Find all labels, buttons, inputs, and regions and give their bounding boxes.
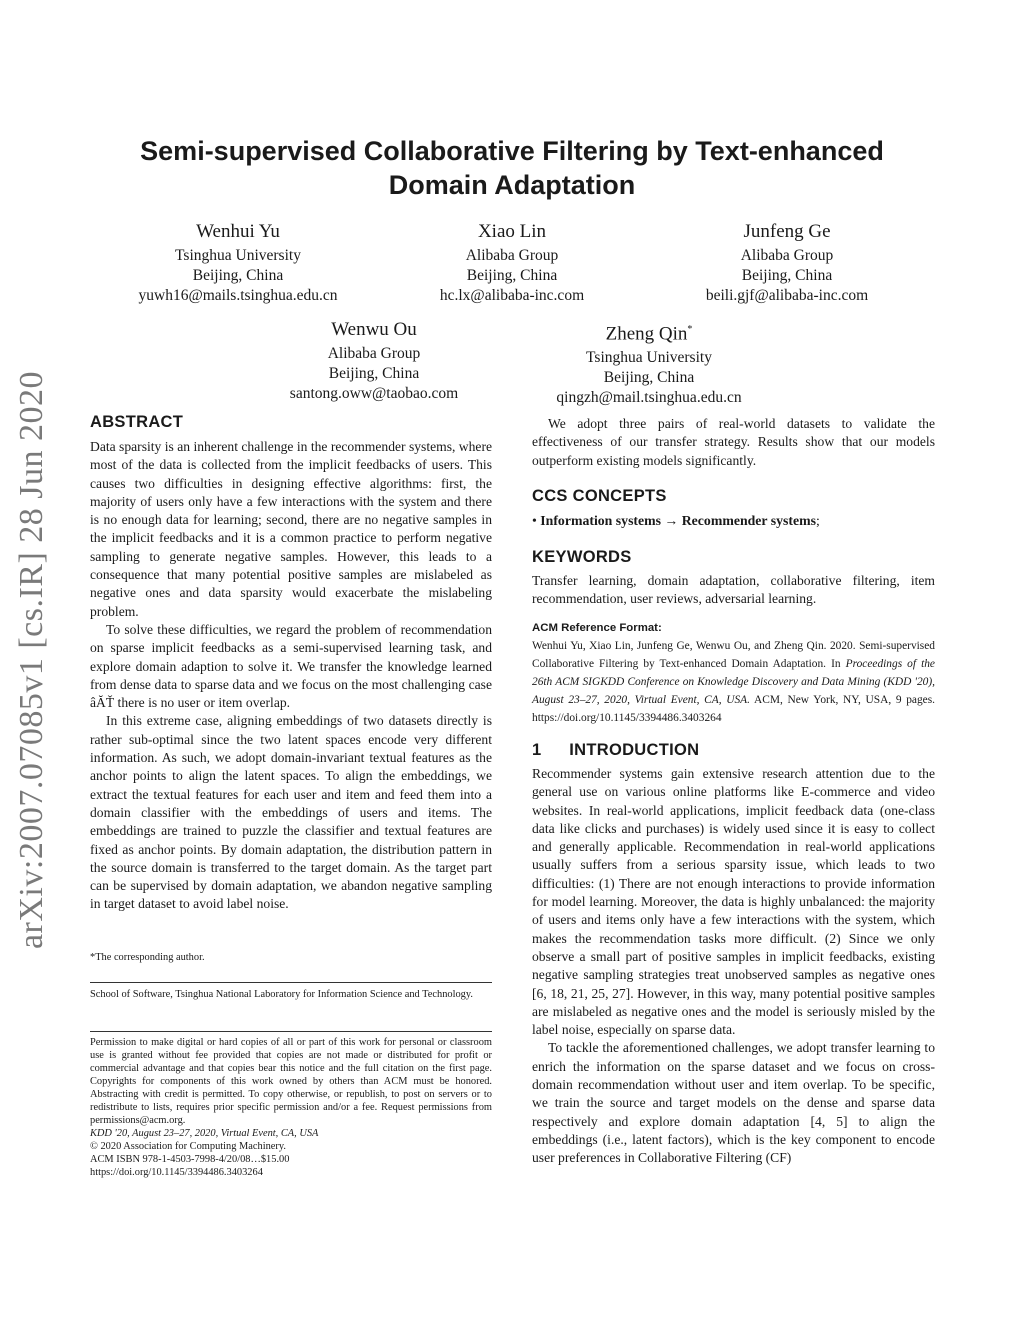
arrow-icon: → [664,513,679,528]
permission-block [90,1036,492,1179]
intro-paragraph: To tackle the aforementioned challenges, we adopt transfer learning to enrich the information on the sparse dataset and we focus on cross-domain recommendation without user and item overlap. To be specific, we train the source and target models on the dense and sparse data respectively and explore domain adaptation [4, 5] to align the embeddings (i.e., latent factors), which is the key component to encode user preferences in Collaborative Filtering (CF) [532,1040,935,1166]
abstract-paragraph: To solve these difficulties, we regard the problem of recommendation on sparse implicit feedbacks as a semi-supervised learning task, and explore domain adaption to solve it. We transfer the knowledge learned from dense data to sparse data and we focus on the most challenging case âĂŤ there is no user or item overlap. [90,621,492,711]
venue-line: KDD '20, August 23–27, 2020, Virtual Event, CA, USA [90,1128,319,1139]
corresponding-footnote: *The corresponding author. [90,952,205,963]
isbn-line: ACM ISBN 978-1-4503-7998-4/20/08…$15.00 [90,1154,290,1165]
bullet: • [532,513,537,528]
ccs-item: Information systems [540,513,662,528]
paper-title: Semi-supervised Collaborative Filtering by Text-enhanced Domain Adaptation [140,136,884,200]
abstract-paragraph: Data sparsity is an inherent challenge in the recommender systems, where most of the data is collected from the implicit feedbacks of users. This causes two difficulties in designing effective algorithms: first, the majority of users only have a few interactions with the system and there is no enough data for learning; second, there are no negative samples in the implicit feedbacks and it is a common practice to perform negative sampling to generate negative samples. However, this leads to a consequence that many potential positive samples are mislabeled as negative ones and data sparsity would exacerbate the mislabeling problem. [90,439,493,619]
acm-reference: ACM Reference Format: Wenhui Yu, Xiao Lin, Junfeng Ge, Wenwu Ou, and Zheng Qin. 2020. Semi-supervised Collaborative Filtering by Text-enhanced Domain Adaptation. In Proceedings of the 26th ACM SIGKDD Conference on Knowledge Discovery and Data Mining (KDD '20), August 23–27, 2020, Virtual Event, CA, USA. ACM, New York, NY, USA, 9 pages. https://doi.org/10.1145/3394486.3403264 [532,619,935,727]
author-block: Wenhui Yu Tsinghua University Beijing, China yuwh16@mails.tsinghua.edu.cn [138,221,338,304]
section-number: 1 [532,741,542,759]
author-block: Zheng Qin* Tsinghua University Beijing, China qingzh@mail.tsinghua.edu.cn [556,323,742,407]
affiliation-footnote: School of Software, Tsinghua National Laboratory for Information Science and Technology. [90,989,473,1000]
doi-link[interactable]: https://doi.org/10.1145/3394486.3403264 [90,1167,263,1178]
introduction-heading: 1 INTRODUCTION [532,741,700,759]
ccs-heading: CCS CONCEPTS [532,487,667,505]
permission-text: Permission to make digital or hard copies of all or part of this work for personal or classroom use is granted without fee provided that copies are not made or distributed for profit or commercial advantage and that copies bear this notice and the full citation on the first page. Copyrights for components of this work owned by others than ACM must be honored. Abstracting with credit is permitted. To copy otherwise, or republish, to post on servers or to redistribute to lists, requires prior specific permission and/or a fee. Request permissions from permissions@acm.org. [90,1037,492,1126]
arxiv-watermark: arXiv:2007.07085v1 [cs.IR] 28 Jun 2020 [13,370,50,950]
abstract-continued [532,415,935,470]
author-block: Junfeng Ge Alibaba Group Beijing, China beili.gjf@alibaba-inc.com [705,221,869,304]
ccs-item: Recommender systems [681,513,816,528]
abstract-paragraph: We adopt three pairs of real-world datasets to validate the effectiveness of our transfer strategy. Results show that our models outperform existing models significantly. [532,416,935,468]
corresponding-mark: * [687,324,693,335]
keywords-text: Transfer learning, domain adaptation, collaborative filtering, item recommendation, user reviews, adversarial learning. [532,573,935,607]
author-block: Xiao Lin Alibaba Group Beijing, China hc.lx@alibaba-inc.com [439,221,585,304]
author-block: Wenwu Ou Alibaba Group Beijing, China santong.oww@taobao.com [289,319,459,402]
acm-reference-heading: ACM Reference Format: [532,622,662,634]
keywords-heading: KEYWORDS [532,548,632,566]
abstract-body [90,438,492,914]
abstract-paragraph: In this extreme case, aligning embeddings of two datasets directly is rather sub-optimal since the two latent spaces encode very different information. As such, we adopt domain-invariant textual features as the anchor points to align the latent spaces. To align the embeddings, we extract the textual features for each user and item and feed them into a domain classifier with the embeddings of users and items. The embeddings are trained to puzzle the classifier and textual features are fixed as anchor points. By domain adaptation, the distribution pattern in the source domain is transferred to the target domain. As the target part can be supervised by domain adaptation, we abandon negative sampling in target dataset to avoid label noise. [90,713,492,912]
ccs-concepts: • Information systems → Recommender systems; [532,513,820,528]
permission-rule [90,1031,492,1032]
copyright-line: © 2020 Association for Computing Machinery. [90,1141,286,1152]
introduction-body [532,765,935,1168]
intro-paragraph: Recommender systems gain extensive research attention due to the general use on various online platforms like E-commerce and video websites. In real-world applications, implicit feedback data (one-class data like clicks and purchases) is widely used since it is easy to collect and generally applicable. Recommendation in real-world applications usually suffers from a serious sparsity issue, which leads to two difficulties: (1) There are not enough interactions to provide information for model learning. Moreover, the data is highly unbalanced: the majority of users and items only have a few interactions with the system, which makes the recommendation tasks more difficult. (2) Since we only observe a small part of positive samples in implicit feedbacks, existing negative sampling strategies treat unobserved samples as negative ones [6, 18, 21, 25, 27]. However, in this way, many potential positive samples are mislabeled as negative ones and the model is seriously misled by the label noise, especially on sparse data. [532,766,935,1038]
abstract-heading: ABSTRACT [90,413,184,431]
footnote-rule [90,982,492,983]
